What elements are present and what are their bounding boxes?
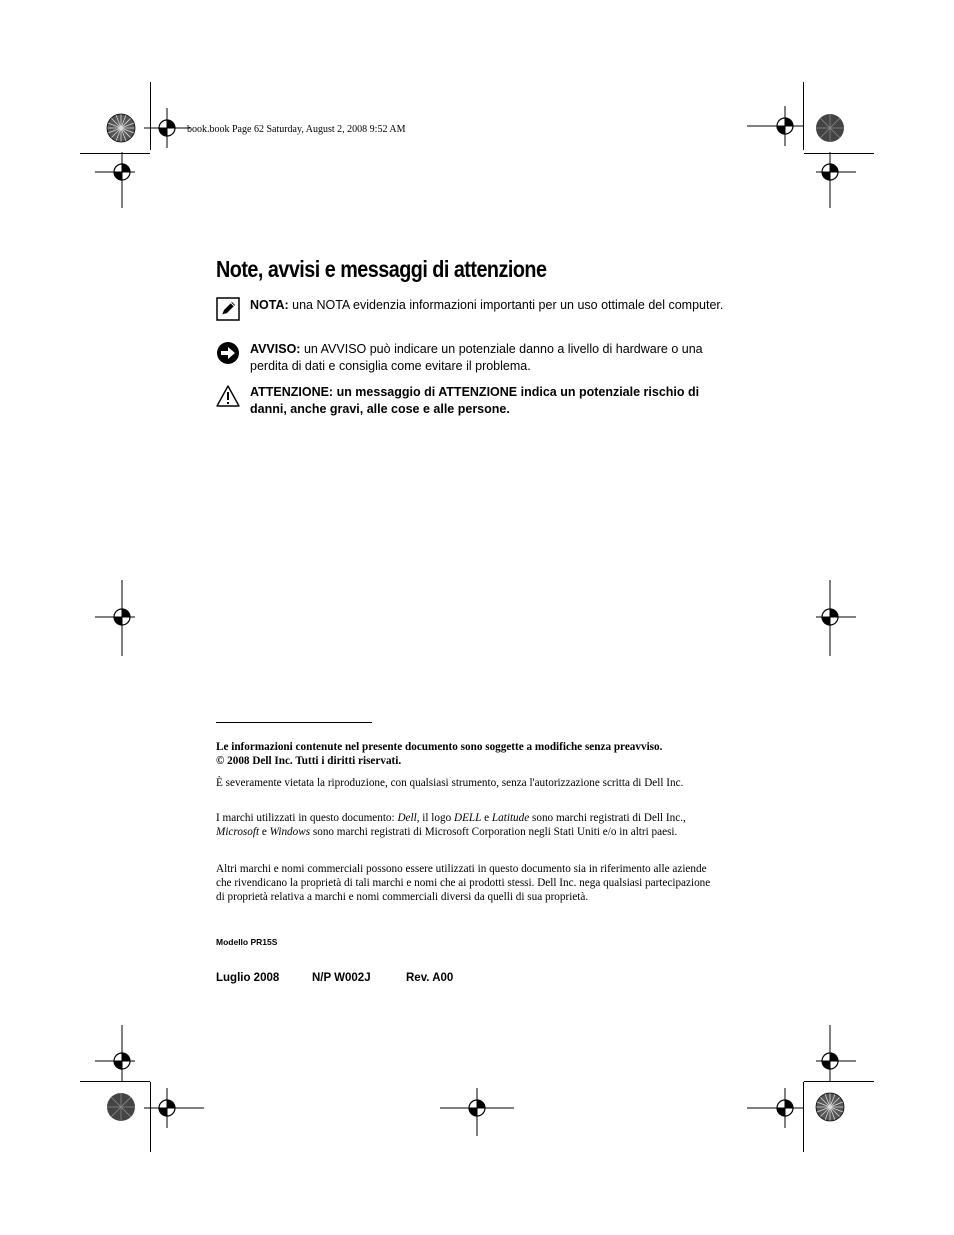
registration-crosshair-icon (440, 1088, 514, 1136)
text-run: e (259, 826, 270, 838)
text-run: I marchi utilizzati in questo documento: (216, 812, 398, 824)
other-trademarks-notice (216, 862, 721, 904)
registration-crosshair-icon (747, 1088, 803, 1128)
text-run: sono marchi registrati di Microsoft Corporation negli Stati Uniti e/o in altri paesi. (310, 826, 678, 838)
reproduction-text: È severamente vietata la riproduzione, con qualsiasi strumento, senza l'autorizzazione scritta di Dell Inc. (216, 777, 684, 789)
registration-crosshair-icon (95, 1025, 135, 1081)
model-number: Modello PR15S (216, 937, 278, 947)
caution-text: un messaggio di ATTENZIONE indica un potenziale rischio di danni, anche gravi, alle cose e alle persone. (250, 385, 700, 416)
registration-crosshair-icon (816, 1025, 856, 1081)
pencil-note-icon (216, 297, 240, 321)
trademarks-text (216, 811, 721, 839)
registration-crosshair-icon (95, 152, 135, 208)
registration-crosshair-icon (747, 106, 803, 146)
text-run: e (481, 812, 492, 824)
caution-label: ATTENZIONE: (250, 385, 334, 399)
notice-label: AVVISO: (250, 342, 301, 356)
notice-text: un AVVISO può indicare un potenziale danno a livello di hardware o una perdita di dati e consiglia come evitare il problema. (250, 342, 703, 373)
note-text: una NOTA evidenzia informazioni importanti per un uso ottimale del computer. (288, 298, 724, 312)
star-target-icon (106, 113, 136, 143)
notice-notice (216, 341, 726, 375)
arrow-circle-icon (216, 341, 240, 365)
other-trademarks-text: Altri marchi e nomi commerciali possono essere utilizzati in questo documento sia in riferimento alle aziende che rivendicano la proprietà di tali marchi e nomi che ai prodotti stessi. Dell Inc. nega qualsiasi partecipazione di proprietà relativa a marchi e nomi commerciali diversi da quelli di sua proprietà. (216, 863, 711, 903)
crop-line (803, 82, 804, 150)
footnote-separator (216, 722, 372, 723)
crop-line (80, 1081, 150, 1082)
reproduction-notice (216, 776, 721, 790)
footer-part-number: N/P W002J (312, 972, 371, 984)
trademark-latitude: Latitude (491, 812, 530, 824)
registration-crosshair-icon (144, 1088, 204, 1128)
warning-triangle-icon (216, 384, 240, 408)
star-target-icon (815, 1092, 845, 1122)
crop-line (804, 1081, 874, 1082)
crop-line (803, 1082, 804, 1152)
note-notice (216, 297, 726, 314)
trademark-dell: Dell (397, 812, 417, 824)
print-header: book.book Page 62 Saturday, August 2, 2008 9:52 AM (187, 124, 406, 135)
caution-notice (216, 384, 726, 418)
footer-date: Luglio 2008 (216, 972, 280, 984)
copyright: © 2008 Dell Inc. Tutti i diritti riservati. (216, 755, 402, 767)
text-run: sono marchi registrati di Dell Inc., (529, 812, 686, 824)
footer-revision: Rev. A00 (406, 972, 454, 984)
trademarks-notice (216, 811, 721, 839)
note-label: NOTA: (250, 298, 289, 312)
trademark-microsoft: Microsoft (216, 826, 260, 838)
trademark-dell-logo: DELL (454, 812, 482, 824)
registration-crosshair-icon (816, 152, 856, 208)
text-run: , il logo (416, 812, 454, 824)
page-title: Note, avvisi e messaggi di attenzione (216, 256, 547, 282)
star-target-icon (106, 1092, 136, 1122)
registration-crosshair-icon (95, 580, 135, 656)
trademark-windows: Windows (269, 826, 311, 838)
registration-crosshair-icon (816, 580, 856, 656)
star-target-icon (815, 113, 845, 143)
legal-change-notice: Le informazioni contenute nel presente documento sono soggette a modifiche senza preavviso. (216, 741, 663, 753)
registration-crosshair-icon (144, 108, 190, 148)
legal-notice (216, 740, 721, 768)
